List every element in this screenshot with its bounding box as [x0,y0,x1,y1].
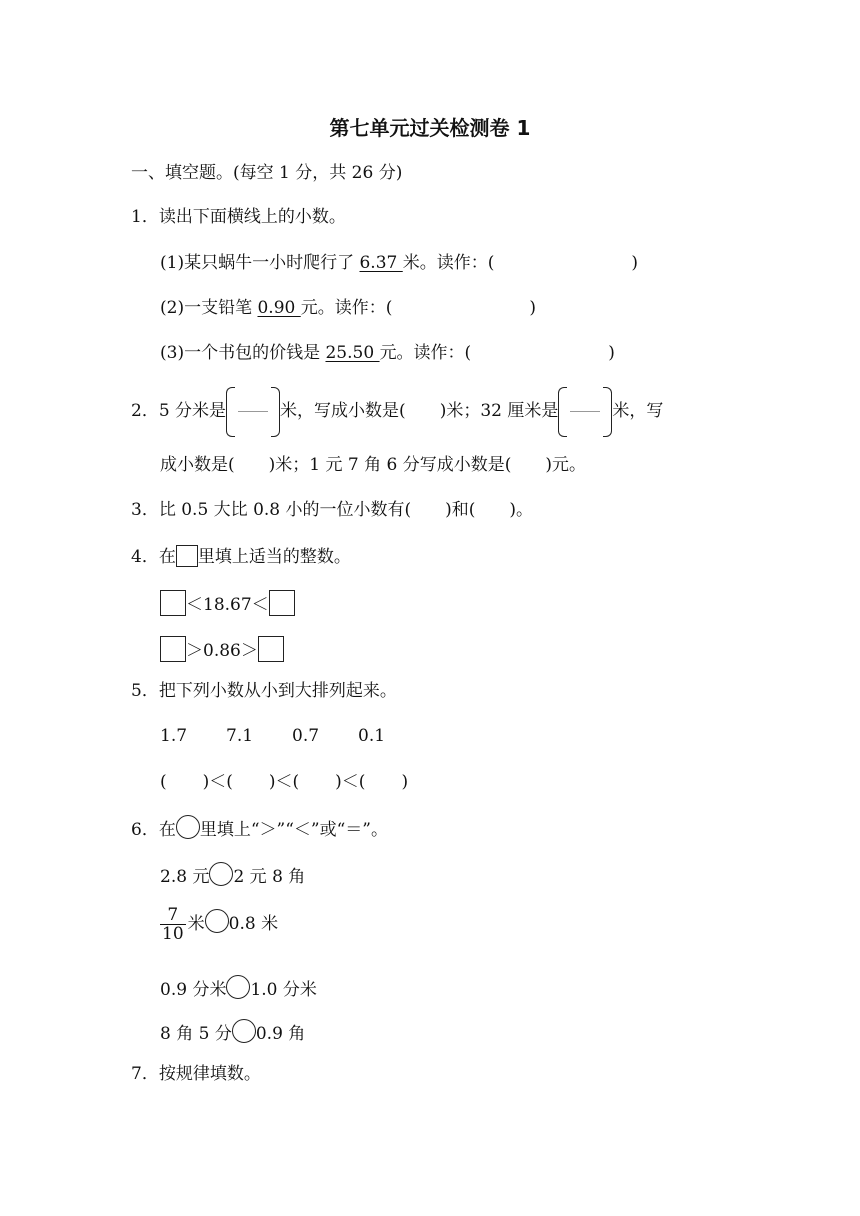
question-2-line-1 [131,386,663,437]
q1a-number: 6.37 [359,253,403,273]
question-1-c [160,341,615,365]
q6-r4-right: 0.9 角 [255,1024,306,1044]
question-5-stem: 5．把下列小数从小到大排列起来。 [131,681,397,701]
answer-square[interactable] [160,590,186,616]
decimal-number: 0.7 [292,726,320,746]
lt-sep: )＜( [202,772,233,792]
answer-circle[interactable] [209,862,233,886]
answer-circle[interactable] [205,909,229,933]
answer-square[interactable] [258,636,284,662]
lt-sep: )＜( [335,772,366,792]
q6-r4-left: 8 角 5 分 [160,1024,232,1044]
open-paren: ( [160,772,167,792]
q1a-prefix: (1)某只蜗牛一小时爬行了 [160,253,360,273]
question-6-row-1 [160,862,305,889]
lt-sep: )＜( [268,772,300,792]
q4-row1-text: ＜18.67＜ [186,595,269,615]
q6-r2-right: 0.8 米 [228,914,279,934]
q2-line2-b: )米；1 元 7 角 6 分写成小数是( [268,455,512,475]
q1a-suffix: 米。读作：( [402,253,495,273]
q2-line2-c: )元。 [545,455,587,475]
fraction-answer-box[interactable] [558,387,612,437]
q2-part-1: 2．5 分米是 [131,401,227,421]
question-4-row-2 [160,636,284,663]
square-box-icon [176,545,198,567]
q2-part-4: 米，写 [612,401,664,421]
question-4-stem [131,545,351,569]
q3-c: )。 [509,500,534,520]
q2-part-2: 米，写成小数是( [280,401,406,421]
q4-a: 4．在 [131,547,176,567]
question-7-stem: 7．按规律填数。 [131,1064,261,1084]
q6-b: 里填上“＞”“＜”或“＝”。 [199,820,388,840]
q4-b: 里填上适当的整数。 [197,547,351,567]
q3-a: 3．比 0.5 大比 0.8 小的一位小数有( [131,500,412,520]
question-6-row-3 [160,975,317,1002]
q1c-suffix: 元。读作：( [379,343,472,363]
question-4-row-1 [160,590,295,617]
answer-circle[interactable] [226,975,250,999]
close-paren: ) [631,253,639,273]
decimal-number: 0.1 [358,726,386,746]
q3-b: )和( [445,500,476,520]
q6-r3-left: 0.9 分米 [160,980,227,1000]
fraction-answer-box[interactable] [226,387,280,437]
question-1-stem: 1．读出下面横线上的小数。 [131,207,346,227]
answer-square[interactable] [269,590,295,616]
question-5-order [160,770,408,794]
section-heading: 一、填空题。(每空 1 分，共 26 分) [131,163,403,183]
question-2-line-2 [160,453,586,477]
fraction-numerator: 7 [160,906,186,925]
decimal-number: 1.7 [160,726,188,746]
q1b-suffix: 元。读作：( [300,298,393,318]
q6-r1-left: 2.8 元 [160,867,210,887]
q6-r2-unit: 米 [187,914,205,934]
q6-a: 6．在 [131,820,176,840]
question-5-numbers [160,724,385,748]
q6-r3-right: 1.0 分米 [250,980,317,1000]
question-1-a [160,251,638,275]
question-6-row-2 [160,904,278,944]
q4-row2-text: ＞0.86＞ [186,641,258,661]
q1b-prefix: (2)一支铅笔 [160,298,258,318]
fraction-denominator: 10 [162,924,184,944]
q1b-number: 0.90 [257,298,301,318]
decimal-number: 7.1 [226,726,254,746]
circle-icon [176,815,200,839]
page-title: 第七单元过关检测卷 1 [329,116,531,140]
question-1-b [160,296,536,320]
close-paren: ) [529,298,537,318]
q1c-number: 25.50 [325,343,380,363]
close-paren: ) [608,343,615,363]
q2-part-3: )米；32 厘米是 [439,401,559,421]
q2-line2-a: 成小数是( [160,455,235,475]
q1c-prefix: (3)一个书包的价钱是 [160,343,326,363]
q6-r1-right: 2 元 8 角 [233,867,306,887]
answer-circle[interactable] [232,1019,256,1043]
answer-square[interactable] [160,636,186,662]
question-3 [131,498,533,522]
question-6-row-4 [160,1019,305,1046]
fraction [160,906,186,943]
close-paren: ) [401,772,409,792]
question-6-stem [131,815,388,842]
